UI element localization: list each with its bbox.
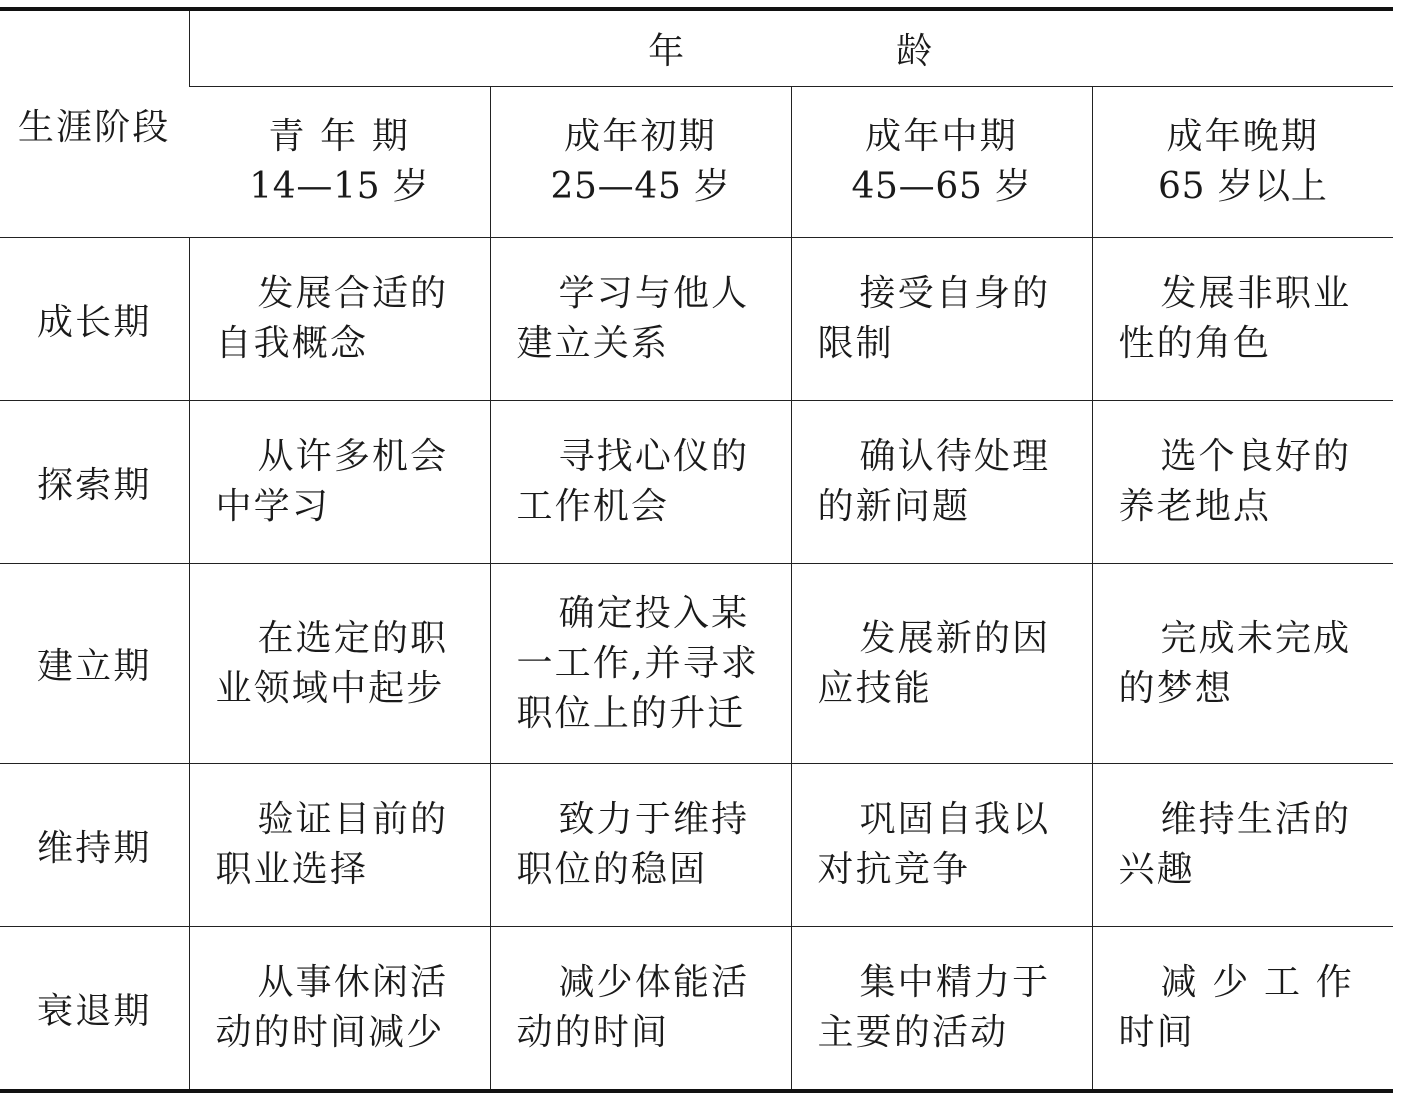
task-line: 发展非职业	[1160, 273, 1352, 314]
task-line: 减少体能活	[558, 962, 750, 1003]
task-line: 性的角色	[1118, 323, 1272, 364]
task-line: 动的时间减少	[215, 1012, 445, 1053]
task-line: 时间	[1118, 1012, 1195, 1053]
table-row	[0, 564, 1393, 764]
task-cell	[490, 927, 791, 1092]
task-line: 自我概念	[215, 323, 369, 364]
task-cell	[1092, 927, 1393, 1092]
task-line: 从事休闲活	[257, 962, 449, 1003]
task-cell	[1092, 564, 1393, 764]
age-group-header	[189, 87, 490, 238]
task-line: 减 少 工 作	[1160, 962, 1354, 1003]
task-line: 的梦想	[1118, 667, 1233, 709]
task-line: 中学习	[215, 486, 330, 527]
task-line: 确认待处理	[859, 436, 1051, 477]
age-group-range: 25—45 岁	[550, 166, 731, 207]
task-cell	[490, 564, 791, 764]
task-cell	[791, 764, 1092, 927]
task-cell	[189, 764, 490, 927]
task-line: 工作机会	[516, 486, 670, 527]
task-cell	[791, 401, 1092, 564]
table-row	[0, 764, 1393, 927]
task-line: 致力于维持	[558, 799, 750, 840]
age-group-name: 成年晚期	[1166, 116, 1320, 157]
task-line: 学习与他人	[558, 273, 750, 314]
age-group-header	[791, 87, 1092, 238]
task-cell	[189, 564, 490, 764]
stage-name: 维持期	[0, 764, 189, 927]
task-cell	[791, 564, 1092, 764]
task-cell	[791, 927, 1092, 1092]
task-line: 确定投入某	[558, 592, 750, 634]
task-cell	[791, 238, 1092, 401]
task-line: 验证目前的	[257, 799, 449, 840]
task-cell	[189, 238, 490, 401]
age-group-header	[1092, 87, 1393, 238]
task-line: 职位的稳固	[516, 849, 708, 890]
task-line: 职业选择	[215, 849, 369, 890]
age-label-2: 龄	[896, 31, 935, 72]
age-group-range: 45—65 岁	[851, 166, 1032, 207]
header-row-age	[0, 9, 1393, 87]
task-cell	[189, 927, 490, 1092]
task-line: 限制	[817, 323, 894, 364]
table-row	[0, 401, 1393, 564]
task-line: 完成未完成	[1160, 617, 1352, 659]
header-row-age-groups	[0, 87, 1393, 238]
task-line: 职位上的升迁	[516, 692, 746, 734]
age-group-range: 14—15 岁	[249, 166, 430, 207]
age-group-name: 成年初期	[564, 116, 717, 157]
task-line: 集中精力于	[859, 962, 1051, 1003]
task-line: 应技能	[817, 667, 932, 709]
task-line: 维持生活的	[1160, 799, 1352, 840]
career-stage-table	[0, 7, 1393, 1093]
task-cell	[1092, 401, 1393, 564]
task-line: 在选定的职	[257, 617, 449, 659]
task-cell	[1092, 238, 1393, 401]
age-label-1: 年	[648, 31, 687, 72]
task-line: 发展新的因	[859, 617, 1051, 659]
table-row	[0, 238, 1393, 401]
stage-name: 建立期	[0, 564, 189, 764]
task-line: 寻找心仪的	[558, 436, 750, 477]
task-line: 巩固自我以	[859, 799, 1051, 840]
task-line: 发展合适的	[257, 273, 449, 314]
task-line: 的新问题	[817, 486, 971, 527]
task-line: 养老地点	[1118, 486, 1272, 527]
task-cell	[490, 401, 791, 564]
age-header	[189, 9, 1393, 87]
age-group-name: 青 年 期	[268, 116, 411, 157]
age-group-name: 成年中期	[865, 116, 1018, 157]
task-cell	[189, 401, 490, 564]
task-line: 主要的活动	[817, 1012, 1009, 1053]
task-line: 从许多机会	[257, 436, 449, 477]
stage-name: 成长期	[0, 238, 189, 401]
task-line: 选个良好的	[1160, 436, 1352, 477]
task-cell	[490, 238, 791, 401]
stage-name: 探索期	[0, 401, 189, 564]
age-group-header	[490, 87, 791, 238]
task-line: 接受自身的	[859, 273, 1051, 314]
task-cell	[1092, 764, 1393, 927]
stage-column-header: 生涯阶段	[17, 106, 171, 148]
task-line: 对抗竞争	[817, 849, 971, 890]
task-line: 业领域中起步	[215, 667, 445, 709]
task-line: 一工作,并寻求	[516, 642, 760, 684]
task-line: 动的时间	[516, 1012, 670, 1053]
task-line: 建立关系	[516, 323, 670, 364]
task-line: 兴趣	[1118, 849, 1195, 890]
stage-name: 衰退期	[0, 927, 189, 1092]
task-cell	[490, 764, 791, 927]
age-group-range: 65 岁以上	[1157, 166, 1328, 207]
table-row	[0, 927, 1393, 1092]
